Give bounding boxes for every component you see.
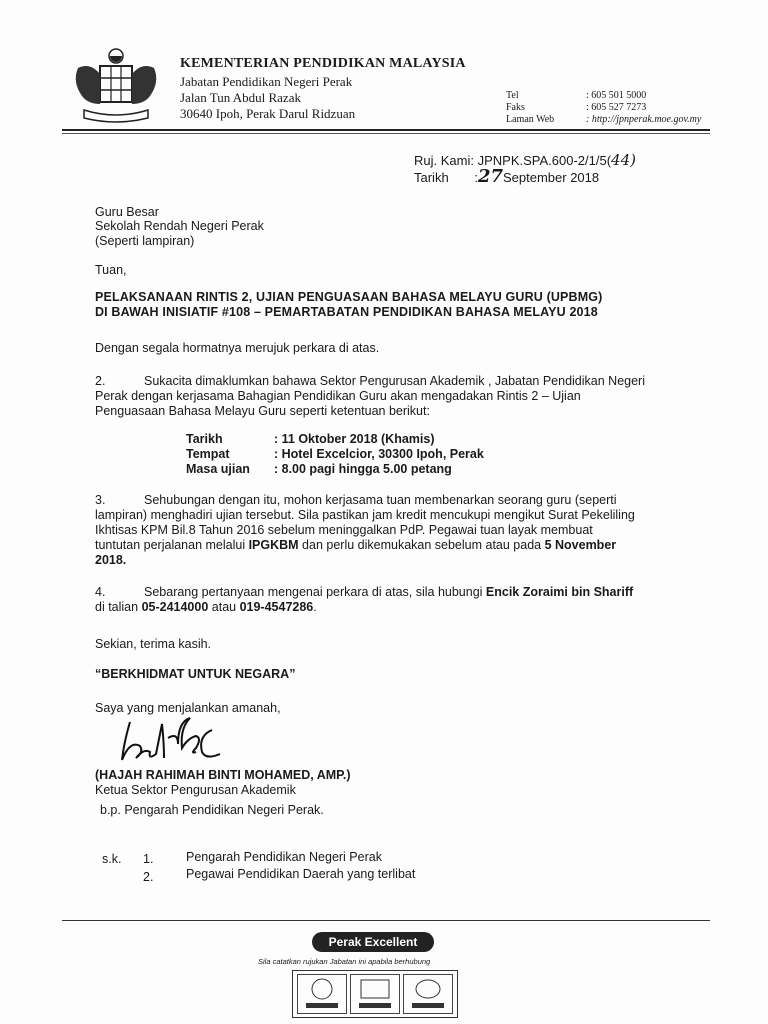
- signatory-name: (HAJAH RAHIMAH BINTI MOHAMED, AMP.): [95, 768, 351, 782]
- para3-line-3: Ikhtisas KPM Bil.8 Tahun 2016 sebelum meninggalkan PdP. Pegawai tuan layak membuat: [95, 523, 593, 537]
- ruj-label: Ruj. Kami:: [414, 153, 474, 168]
- cc-item-1: Pengarah Pendidikan Negeri Perak: [186, 850, 382, 864]
- web-value: : http://jpnperak.moe.gov.my: [586, 114, 702, 125]
- para2-line-2: Perak dengan kerjasama Bahagian Pendidikan Guru akan mengadakan Rintis 2 – Ujian: [95, 389, 581, 403]
- phone-1: 05-2414000: [141, 600, 209, 614]
- phone-2: 019-4547286: [239, 600, 314, 614]
- recipient-line-2: Sekolah Rendah Negeri Perak: [95, 219, 264, 233]
- details-block: [186, 432, 484, 477]
- para3-text: tuntutan perjalanan melalui: [95, 538, 249, 552]
- para4-text: .: [313, 600, 317, 614]
- para3-line-2: lampiran) menghadiri ujian tersebut. Sila pastikan jam kredit mencukupi mengikut Surat Pekeliling: [95, 508, 635, 522]
- letterhead-divider-thin: [62, 133, 710, 134]
- para4-text: atau: [208, 600, 240, 614]
- detail-value: : 8.00 pagi hingga 5.00 petang: [274, 462, 452, 476]
- date-label: Tarikh: [414, 170, 449, 185]
- para3-number: 3.: [95, 493, 106, 507]
- date-line: [414, 166, 599, 187]
- certification-badges: [292, 970, 458, 1018]
- recipient-line-1: Guru Besar: [95, 205, 159, 219]
- detail-label: Tempat: [186, 447, 230, 461]
- cc-label: s.k.: [102, 852, 122, 866]
- cc-item-1-number: 1.: [143, 852, 154, 866]
- para2-line-1: Sukacita dimaklumkan bahawa Sektor Pengurusan Akademik , Jabatan Pendidikan Negeri: [144, 374, 645, 388]
- ruj-value: JPNPK.SPA.600-2/1/5(: [477, 153, 612, 168]
- detail-row-time: [186, 462, 484, 477]
- para3-text: dan perlu dikemukakan sebelum atau pada: [298, 538, 545, 552]
- para4-line-1: [144, 585, 633, 600]
- trust-line: Saya yang menjalankan amanah,: [95, 701, 281, 715]
- certification-badge-icon: [297, 974, 347, 1014]
- address-street: Jalan Tun Abdul Razak: [180, 90, 301, 105]
- ministry-name: KEMENTERIAN PENDIDIKAN MALAYSIA: [180, 56, 466, 71]
- paragraph-1: Dengan segala hormatnya merujuk perkara di atas.: [95, 341, 380, 355]
- detail-value: : Hotel Excelcior, 30300 Ipoh, Perak: [274, 447, 484, 461]
- tel-label: Tel: [506, 90, 519, 101]
- signatory-behalf: b.p. Pengarah Pendidikan Negeri Perak.: [100, 803, 324, 817]
- address-city: 30640 Ipoh, Perak Darul Ridzuan: [180, 106, 356, 121]
- detail-label: Masa ujian: [186, 462, 250, 476]
- tel-value: : 605 501 5000: [586, 90, 647, 101]
- detail-row-date: [186, 432, 484, 447]
- department-name: Jabatan Pendidikan Negeri Perak: [180, 74, 353, 89]
- para4-line-2: [95, 600, 317, 615]
- subject-line-1: PELAKSANAAN RINTIS 2, UJIAN PENGUASAAN BAHASA MELAYU GURU (UPBMG): [95, 290, 603, 304]
- signatory-title: Ketua Sektor Pengurusan Akademik: [95, 783, 296, 797]
- closing: Sekian, terima kasih.: [95, 637, 212, 651]
- cc-item-2: Pegawai Pendidikan Daerah yang terlibat: [186, 867, 416, 881]
- perak-excellent-logo: Perak Excellent: [312, 932, 434, 952]
- salutation: Tuan,: [95, 263, 127, 277]
- para3-line-5: 2018.: [95, 553, 127, 567]
- para2-number: 2.: [95, 374, 106, 388]
- recipient-line-3: (Seperti lampiran): [95, 234, 195, 248]
- ruj-handwritten: 44): [611, 151, 636, 169]
- para4-number: 4.: [95, 585, 106, 599]
- contact-person: Encik Zoraimi bin Shariff: [485, 585, 634, 599]
- footer-divider: [62, 920, 710, 921]
- date-handwritten-day: 27: [477, 166, 503, 187]
- para4-text: Sebarang pertanyaan mengenai perkara di atas, sila hubungi: [144, 585, 486, 599]
- para3-line-1: Sehubungan dengan itu, mohon kerjasama tuan membenarkan seorang guru (seperti: [144, 493, 617, 507]
- date-rest: September 2018: [503, 170, 600, 185]
- cc-item-2-number: 2.: [143, 870, 154, 884]
- para4-text: di talian: [95, 600, 142, 614]
- handwritten-signature: [112, 716, 252, 768]
- letterhead-divider: [62, 129, 710, 131]
- ipgkbm-text: IPGKBM: [248, 538, 299, 552]
- para3-line-4: [95, 538, 616, 553]
- para2-line-3: Penguasaan Bahasa Melayu Guru seperti ketentuan berikut:: [95, 404, 430, 418]
- web-label: Laman Web: [506, 114, 555, 125]
- deadline-date: 5 November: [544, 538, 617, 552]
- certification-badge-icon: [350, 974, 400, 1014]
- subject-line-2: DI BAWAH INISIATIF #108 – PEMARTABATAN PENDIDIKAN BAHASA MELAYU 2018: [95, 305, 598, 319]
- coat-of-arms-logo: [70, 48, 162, 126]
- date-colon: :: [474, 170, 478, 185]
- fax-value: : 605 527 7273: [586, 102, 647, 113]
- detail-label: Tarikh: [186, 432, 223, 446]
- fax-label: Faks: [506, 102, 525, 113]
- detail-value: : 11 Oktober 2018 (Khamis): [274, 432, 435, 446]
- footer-note: Sila catatkan rujukan Jabatan ini apabila berhubung: [258, 957, 431, 966]
- motto: “BERKHIDMAT UNTUK NEGARA”: [95, 667, 296, 681]
- detail-row-venue: [186, 447, 484, 462]
- certification-badge-icon: [403, 974, 453, 1014]
